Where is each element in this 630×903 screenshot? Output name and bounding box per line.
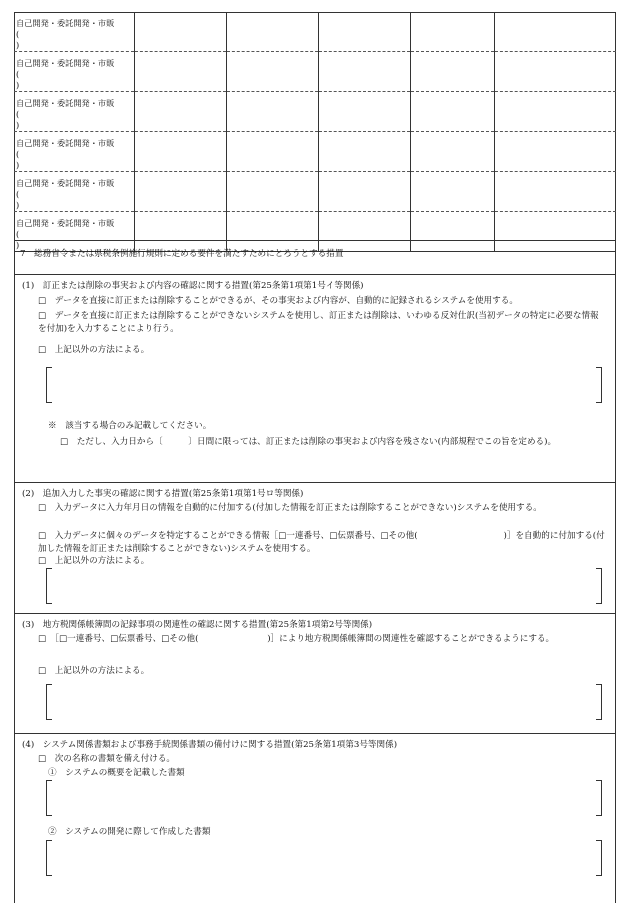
paren-close: ) (16, 160, 20, 170)
dev-empty-cell[interactable] (226, 132, 318, 172)
dev-type-cell (14, 132, 134, 172)
item2-option1: □ 入力データに入力年月日の情報を自動的に付加する(付加した情報を訂正または削除することができない)システムを使用する。 (38, 503, 542, 513)
item3-option2: □ 上記以外の方法による。 (38, 666, 150, 676)
dev-empty-cell[interactable] (494, 52, 616, 92)
dev-empty-cell[interactable] (134, 212, 226, 252)
dev-row (14, 172, 616, 212)
dev-empty-cell[interactable] (226, 52, 318, 92)
dev-empty-cell[interactable] (494, 212, 616, 252)
dev-empty-cell[interactable] (134, 132, 226, 172)
dev-empty-cell[interactable] (410, 52, 494, 92)
dev-type-paren[interactable] (16, 189, 126, 211)
dev-empty-cell[interactable] (318, 92, 410, 132)
dev-empty-cell[interactable] (318, 52, 410, 92)
dev-type-paren[interactable] (16, 29, 126, 51)
dev-type-cell (14, 52, 134, 92)
dev-empty-cell[interactable] (318, 172, 410, 212)
paren-open: ( (16, 189, 20, 199)
dev-empty-cell[interactable] (410, 92, 494, 132)
item4-sub1-input-box[interactable] (46, 780, 602, 814)
item2-option2: □ 入力データに個々のデータを特定することができる情報［□一連番号、□伝票番号、□その他( )］を自動的に付加する(付加した情報を訂正または削除することができない)システムを使用する。 (38, 531, 605, 554)
dev-row (14, 52, 616, 92)
dev-row (14, 132, 616, 172)
dev-empty-cell[interactable] (134, 92, 226, 132)
paren-open: ( (16, 229, 20, 239)
dev-empty-cell[interactable] (226, 172, 318, 212)
dev-type-label: 自己開発・委託開発・市販 (16, 58, 115, 68)
item4-heading: (4) システム関係書類および事務手続関係書類の備付けに関する措置(第25条第1項第3号等関係) (22, 740, 398, 750)
item1-note: ※ 該当する場合のみ記載してください。 (48, 421, 212, 431)
dev-row (14, 212, 616, 252)
dev-empty-cell[interactable] (134, 52, 226, 92)
item3-heading: (3) 地方税関係帳簿間の記録事項の関連性の確認に関する措置(第25条第1項第2号等関係) (22, 620, 373, 630)
dev-type-cell (14, 172, 134, 212)
dev-type-paren[interactable] (16, 69, 126, 91)
paren-close: ) (16, 80, 20, 90)
divider (14, 240, 616, 241)
dev-type-paren[interactable] (16, 149, 126, 171)
paren-open: ( (16, 149, 20, 159)
paren-close: ) (16, 200, 20, 210)
dev-empty-cell[interactable] (410, 12, 494, 52)
section7-title: 7 総務省令または県税条例施行規則に定める要件を満たすためにとろうとする措置 (20, 249, 344, 259)
item3-option1: □ ［□一連番号、□伝票番号、□その他( )］により地方税関係帳簿間の関連性を確認することができるようにする。 (38, 634, 555, 644)
dev-type-label: 自己開発・委託開発・市販 (16, 18, 115, 28)
dev-type-label: 自己開発・委託開発・市販 (16, 138, 115, 148)
item1-note-option: □ ただし、入力日から〔 〕日間に限っては、訂正または削除の事実および内容を残さない(内部規程でこの旨を定める)。 (60, 437, 557, 447)
paren-open: ( (16, 109, 20, 119)
dev-type-cell (14, 92, 134, 132)
item3-input-box[interactable] (46, 684, 602, 718)
item2-option3: □ 上記以外の方法による。 (38, 556, 150, 566)
dev-type-paren[interactable] (16, 109, 126, 131)
divider (14, 613, 616, 614)
dev-empty-cell[interactable] (318, 212, 410, 252)
dev-empty-cell[interactable] (318, 132, 410, 172)
item1-heading: (1) 訂正または削除の事実および内容の確認に関する措置(第25条第1項第1号イ等関係) (22, 281, 364, 291)
paren-close: ) (16, 120, 20, 130)
paren-close: ) (16, 240, 20, 250)
dev-empty-cell[interactable] (318, 12, 410, 52)
dev-type-label: 自己開発・委託開発・市販 (16, 98, 115, 108)
dev-type-cell (14, 12, 134, 52)
item2-input-box[interactable] (46, 568, 602, 602)
item2-heading: (2) 追加入力した事実の確認に関する措置(第25条第1項第1号ロ等関係) (22, 489, 304, 499)
item1-input-box[interactable] (46, 367, 602, 401)
development-table (14, 12, 616, 252)
item4-sub2-input-box[interactable] (46, 840, 602, 874)
divider (14, 482, 616, 483)
dev-empty-cell[interactable] (134, 172, 226, 212)
dev-type-cell (14, 212, 134, 252)
dev-empty-cell[interactable] (226, 12, 318, 52)
dev-empty-cell[interactable] (494, 132, 616, 172)
item4-option1: □ 次の名称の書類を備え付ける。 (38, 754, 176, 764)
item1-option3: □ 上記以外の方法による。 (38, 345, 150, 355)
paren-open: ( (16, 29, 20, 39)
dev-empty-cell[interactable] (410, 132, 494, 172)
dev-row (14, 92, 616, 132)
paren-close: ) (16, 40, 20, 50)
dev-empty-cell[interactable] (410, 172, 494, 212)
dev-empty-cell[interactable] (494, 12, 616, 52)
dev-empty-cell[interactable] (134, 12, 226, 52)
paren-open: ( (16, 69, 20, 79)
dev-empty-cell[interactable] (494, 172, 616, 212)
item1-option1: □ データを直接に訂正または削除することができるが、その事実および内容が、自動的に記録されるシステムを使用する。 (38, 296, 518, 306)
dev-row (14, 12, 616, 52)
item4-sub1: ① システムの概要を記載した書類 (48, 768, 185, 778)
dev-type-label: 自己開発・委託開発・市販 (16, 218, 115, 228)
divider (14, 274, 616, 275)
dev-type-label: 自己開発・委託開発・市販 (16, 178, 115, 188)
dev-empty-cell[interactable] (494, 92, 616, 132)
item1-option2: □ データを直接に訂正または削除することができないシステムを使用し、訂正または削除は、いわゆる反対仕訳(当初データの特定に必要な情報を付加)を入力することにより行う。 (38, 311, 599, 334)
item4-sub2: ② システムの開発に際して作成した書類 (48, 827, 211, 837)
dev-empty-cell[interactable] (226, 212, 318, 252)
dev-empty-cell[interactable] (226, 92, 318, 132)
dev-empty-cell[interactable] (410, 212, 494, 252)
divider (14, 733, 616, 734)
